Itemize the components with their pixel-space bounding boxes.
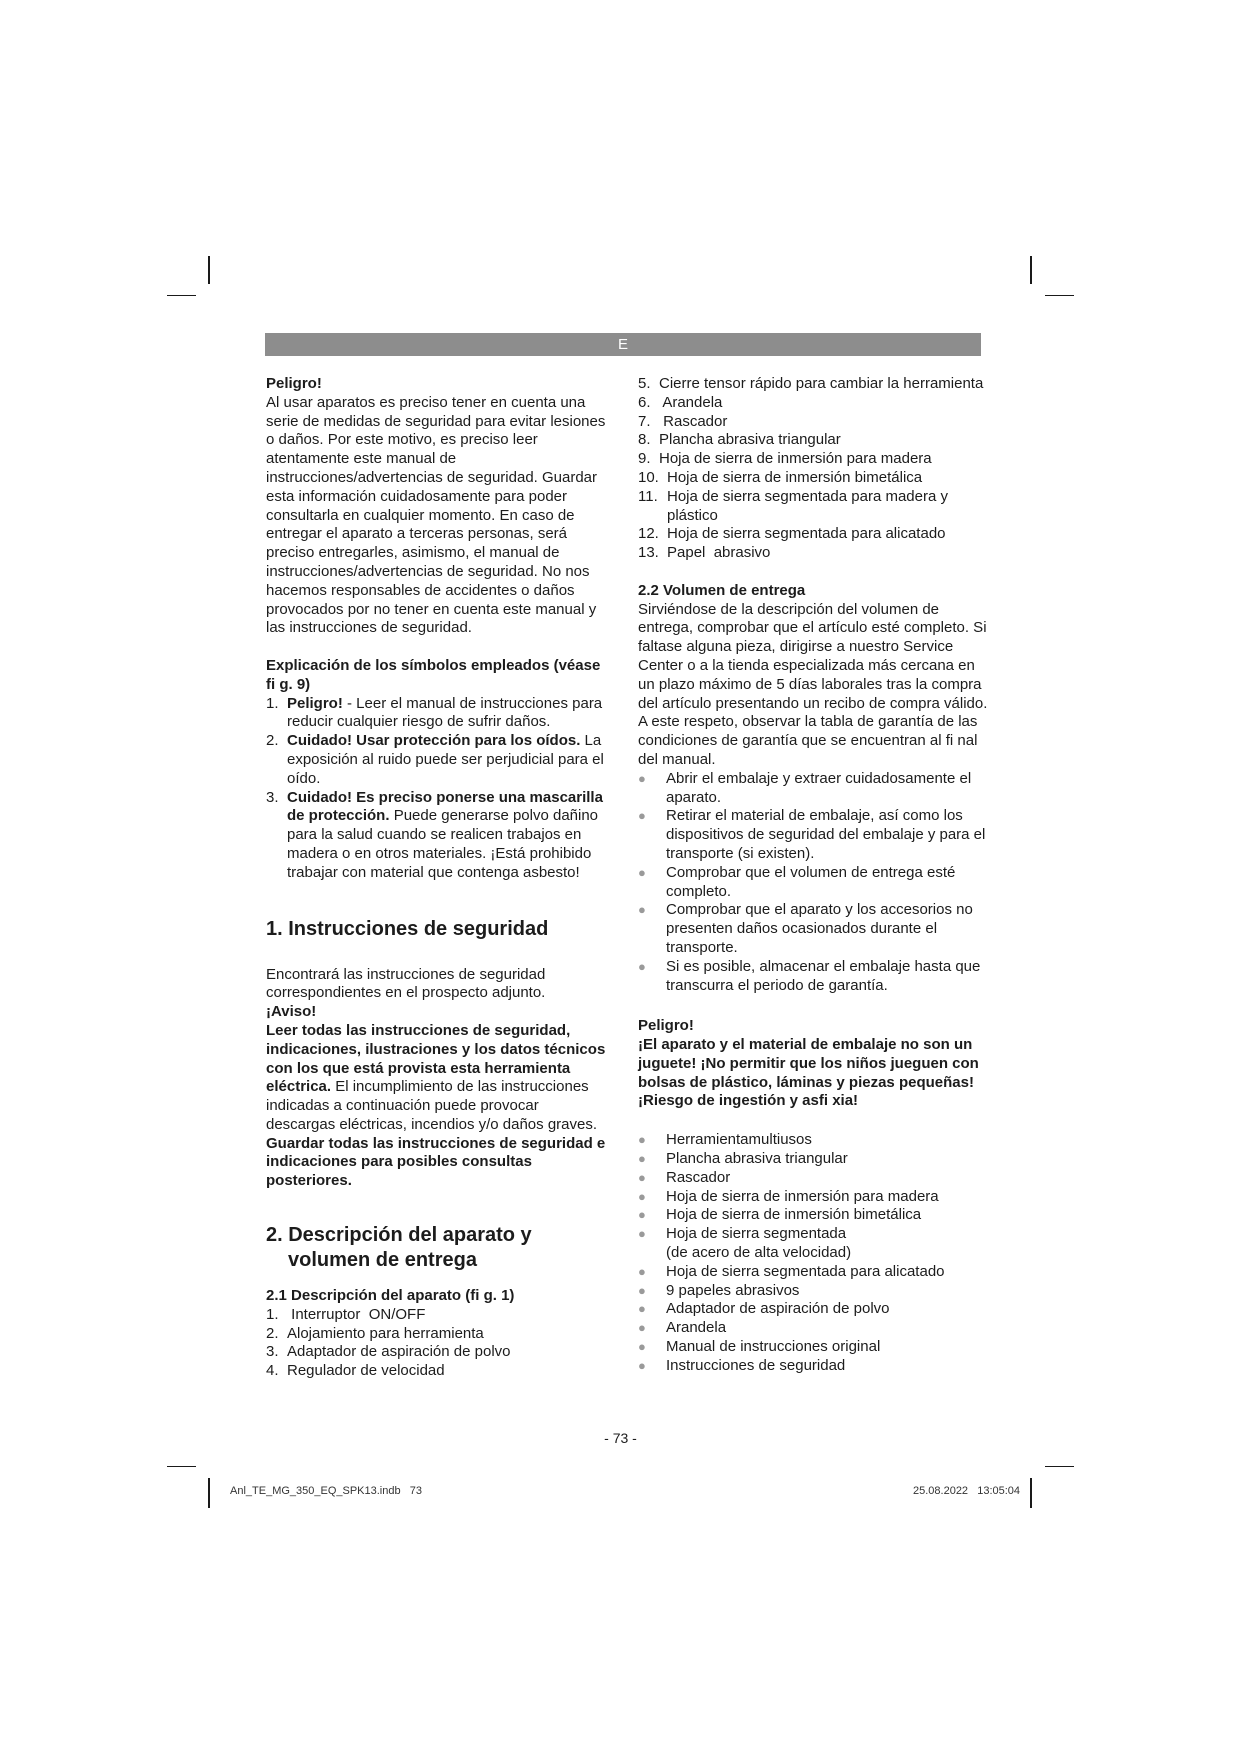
section-2-2-text: Sirviéndose de la descripción del volumen de entrega, comprobar que el artículo esté completo. Si faltase alguna pieza, dirigirse a nuestro Service Center o a la tienda especializada más cercana en un plazo máximo de 5 días laborales tras la compra del artículo presentando un recibo de compra válido. A este respeto, observar la tabla de garantía de las condiciones de garantía que se encuentran al fi nal del manual.: [638, 600, 988, 768]
list-item: 9. Hoja de sierra de inmersión para madera: [638, 450, 932, 468]
list-item: ● Adaptador de aspiración de polvo: [638, 1300, 890, 1318]
list-item: ● 9 papeles abrasivos: [638, 1281, 800, 1299]
delivery-contents: [638, 1131, 988, 1375]
list-item: 8. Plancha abrasiva triangular: [638, 431, 841, 449]
list-item: ● Comprobar que el aparato y los accesorios no presenten daños ocasionados durante el transporte.: [638, 901, 973, 956]
list-item: 5. Cierre tensor rápido para cambiar la herramienta: [638, 375, 984, 392]
symbols-title: Explicación de los símbolos empleados (véase fi g. 9): [266, 656, 601, 693]
crop-mark: [167, 295, 196, 296]
crop-mark: [1045, 295, 1074, 296]
list-item: 11. Hoja de sierra segmentada para madera y plástico: [638, 487, 948, 524]
bullet-icon: ●: [638, 1226, 646, 1242]
bullet-icon: ●: [638, 1151, 646, 1167]
symbols-list: [266, 695, 612, 883]
parts-list-left: [266, 1306, 612, 1381]
language-header-bar: [265, 333, 981, 356]
list-item: ● Hoja de sierra segmentada para alicatado: [638, 1262, 945, 1280]
list-item: ● Si es posible, almacenar el embalaje hasta que transcurra el periodo de garantía.: [638, 957, 981, 994]
danger-2-title: Peligro!: [638, 1017, 694, 1035]
bullet-icon: ●: [638, 1263, 646, 1279]
unpacking-steps: [638, 770, 988, 996]
section-2-title: 2. Descripción del aparato y volumen de entrega: [266, 1224, 532, 1272]
list-item: 2. Cuidado! Usar protección para los oídos. La exposición al ruido puede ser perjudicial para el oído.: [266, 732, 604, 787]
crop-mark: [208, 256, 210, 284]
crop-mark: [1045, 1466, 1074, 1467]
bullet-icon: ●: [638, 770, 646, 786]
section-2-1-title: 2.1 Descripción del aparato (fi g. 1): [266, 1287, 515, 1305]
list-item: 7. Rascador: [638, 412, 728, 430]
right-column: [638, 375, 988, 1376]
list-item: ● Abrir el embalaje y extraer cuidadosamente el aparato.: [638, 769, 972, 806]
crop-mark: [167, 1466, 196, 1467]
language-code: E: [617, 336, 628, 353]
list-item: 12. Hoja de sierra segmentada para alicatado: [638, 525, 946, 543]
list-item: ● Instrucciones de seguridad: [638, 1356, 846, 1374]
section-2-2-title: 2.2 Volumen de entrega: [638, 581, 806, 599]
bullet-icon: ●: [638, 1207, 646, 1223]
list-item: 1. Interruptor ON/OFF: [266, 1305, 426, 1323]
bullet-icon: ●: [638, 1339, 646, 1355]
list-item: 13. Papel abrasivo: [638, 544, 771, 562]
list-item: 4. Regulador de velocidad: [266, 1362, 445, 1380]
bullet-icon: ●: [638, 1132, 646, 1148]
bullet-icon: ●: [638, 1301, 646, 1317]
bullet-icon: ●: [638, 902, 646, 918]
list-item: ● Hoja de sierra segmentada: [638, 1225, 847, 1243]
bullet-icon: ●: [638, 1188, 646, 1204]
bullet-icon: ●: [638, 1282, 646, 1298]
bullet-icon: ●: [638, 864, 646, 880]
file-name: Anl_TE_MG_350_EQ_SPK13.indb 73: [230, 1485, 423, 1497]
list-item: ● Hoja de sierra de inmersión para madera: [638, 1187, 939, 1205]
list-item-note: (de acero de alta velocidad): [666, 1244, 852, 1262]
bullet-icon: ●: [638, 1169, 646, 1185]
section-1-title: 1. Instrucciones de seguridad: [266, 917, 549, 940]
section-1-text: Encontrará las instrucciones de seguridad correspondientes en el prospecto adjunto.: [266, 965, 546, 1002]
aviso-keep-text: Guardar todas las instrucciones de seguridad e indicaciones para posibles consultas posteriores.: [266, 1134, 606, 1190]
list-item: 10. Hoja de sierra de inmersión bimetálica: [638, 468, 923, 486]
list-item: 2. Alojamiento para herramienta: [266, 1324, 484, 1342]
list-item: ● Arandela: [638, 1319, 727, 1337]
list-item: 3. Adaptador de aspiración de polvo: [266, 1343, 511, 1361]
danger-title: Peligro!: [266, 375, 322, 392]
list-item: 1. Peligro! - Leer el manual de instrucciones para reducir cualquier riesgo de sufrir daños.: [266, 694, 603, 731]
list-item: ● Herramientamultiusos: [638, 1131, 812, 1149]
list-item: ● Plancha abrasiva triangular: [638, 1150, 848, 1168]
crop-mark: [1030, 256, 1032, 284]
parts-list-right: [638, 375, 988, 563]
list-item: 3. Cuidado! Es preciso ponerse una mascarilla de protección. Puede generarse polvo dañino para la salud cuando se realicen trabajos en madera o en otros materiales. ¡Está prohibido trabajar con material que contenga asbesto!: [266, 788, 603, 881]
danger-2-text: ¡El aparato y el material de embalaje no son un juguete! ¡No permitir que los niños jueguen con bolsas de plástico, láminas y piezas pequeñas! ¡Riesgo de ingestión y asfi xia!: [638, 1036, 979, 1110]
bullet-icon: ●: [638, 1357, 646, 1373]
list-item: ● Manual de instrucciones original: [638, 1338, 881, 1356]
bullet-icon: ●: [638, 1320, 646, 1336]
bullet-icon: ●: [638, 958, 646, 974]
list-item: ● Comprobar que el volumen de entrega esté completo.: [638, 863, 956, 900]
crop-mark: [208, 1478, 210, 1508]
left-column: [266, 375, 612, 1381]
bullet-icon: ●: [638, 808, 646, 824]
list-item: 6. Arandela: [638, 393, 723, 411]
aviso-title: ¡Aviso!: [266, 1003, 317, 1021]
crop-mark: [1030, 1478, 1032, 1508]
list-item: ● Retirar el material de embalaje, así como los dispositivos de seguridad del embalaje y para el transporte (si existen).: [638, 807, 986, 862]
page-number: - 73 -: [604, 1430, 637, 1446]
aviso-text: Leer todas las instrucciones de seguridad, indicaciones, ilustraciones y los datos técnicos con los que está provista esta herramienta eléctrica. El incumplimiento de las instrucciones indicadas a continuación puede provocar descargas eléctricas, incendios y/o daños graves.: [266, 1021, 606, 1133]
danger-text: Al usar aparatos es preciso tener en cuenta una serie de medidas de seguridad para evitar lesiones o daños. Por este motivo, es preciso leer atentamente este manual de instrucciones/advertencias de seguridad. Guardar esta información cuidadosamente para poder consultarla en cualquier momento. En caso de entregar el aparato a terceras personas, será preciso entregarles, asimismo, el manual de instrucciones/advertencias de seguridad. No nos hacemos responsables de accidentes o daños provocados por no tener en cuenta este manual y las instrucciones de seguridad.: [266, 393, 606, 637]
list-item: ● Hoja de sierra de inmersión bimetálica: [638, 1206, 922, 1224]
print-timestamp: 25.08.2022 13:05:04: [913, 1485, 1021, 1497]
list-item: ● Rascador: [638, 1168, 731, 1186]
